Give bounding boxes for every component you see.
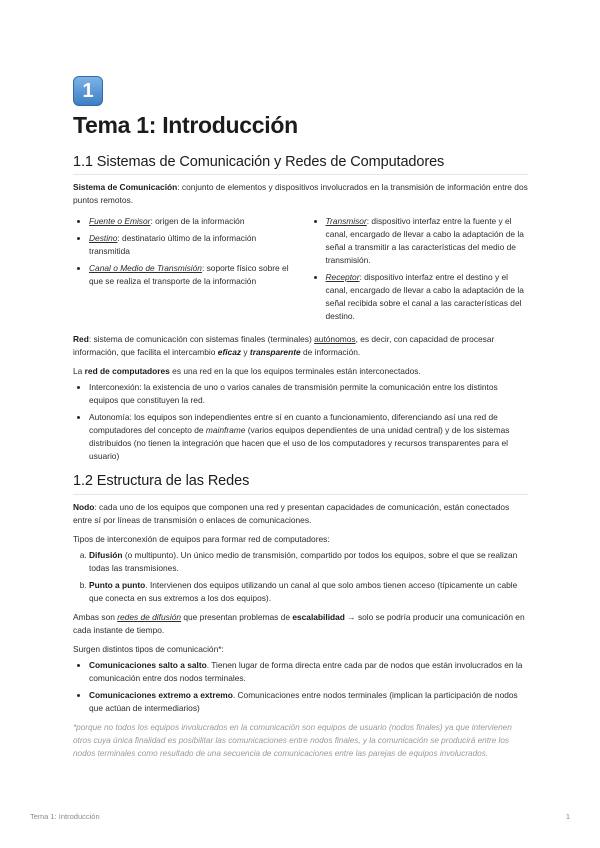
nodo-term: Nodo — [73, 502, 95, 512]
item-term: Receptor — [325, 272, 360, 282]
nodo-definition — [73, 501, 528, 527]
section-1-heading-wrap — [73, 154, 528, 175]
item-text: : destinatario último de la información transmitida — [89, 233, 257, 256]
section-1-heading: 1.1 Sistemas de Comunicación y Redes de Computadores — [73, 154, 445, 170]
red-text: de información. — [300, 347, 361, 357]
item-term: Comunicaciones extremo a extremo — [89, 690, 233, 700]
item-text: : dispositivo interfaz entre el destino y el canal, encargado de llevar a cabo la adaptación de la señal recibida sobre el canal a las características del destino. — [325, 272, 524, 321]
item-text: . Intervienen dos equipos utilizando un canal al que solo ambos tienen acceso (típicamente un cable que conecta en sus extremos a los dos equipos). — [89, 580, 518, 603]
list-item — [89, 411, 528, 463]
ambas-text: → solo se podría producir una comunicación en cada instante de tiempo. — [73, 612, 525, 635]
comm-types-list — [73, 659, 528, 715]
red-text: y — [241, 347, 250, 357]
item-text: : soporte físico sobre el que se realiza el transporte de la información — [89, 263, 289, 286]
sistema-text: : conjunto de elementos y dispositivos involucrados en la transmisión de información entre dos puntos remotos. — [73, 182, 528, 205]
item-text: : origen de la información — [150, 216, 245, 226]
item-term: Comunicaciones salto a salto — [89, 660, 207, 670]
footnote: *porque no todos los equipos involucrados en la comunicación son equipos de usuario (nodos finales) ya que intervienen otros cuya única finalidad es posibilitar las comunicaciones entre nodos finales, y la comunicación se producirá entre los nodos terminales como resultado de una secuencia de comunicaciones entre las parejas de equipos involucrados. — [73, 723, 512, 758]
list-item — [89, 262, 292, 288]
document-page — [73, 76, 528, 760]
section-2-heading-wrap — [73, 473, 528, 495]
item-term: Fuente o Emisor — [89, 216, 151, 226]
list-item — [89, 215, 292, 228]
rc-text: es una red en la que los equipos terminales están interconectados. — [169, 366, 421, 376]
list-item — [89, 549, 528, 575]
red-transparente: transparente — [249, 347, 301, 357]
interconnection-list — [73, 549, 528, 605]
right-list — [310, 215, 529, 323]
item-term: Difusión — [89, 550, 123, 560]
item-text: Interconexión: la existencia de uno o varios canales de transmisión permite la comunicación entre los distintos equipos que constituyen la red. — [89, 382, 498, 405]
sistema-term: Sistema de Comunicación — [73, 182, 178, 192]
ambas-paragraph — [73, 611, 528, 637]
red-features-list — [73, 381, 528, 463]
red-text: , es decir, con capacidad de procesar información, que facilita el intercambio — [73, 334, 495, 357]
sistema-definition — [73, 181, 528, 207]
ambas-text: que presentan problemas de — [181, 612, 293, 622]
item-term: Punto a punto — [89, 580, 146, 590]
page-number: 1 — [565, 812, 570, 821]
list-item — [326, 271, 529, 323]
red-eficaz: eficaz — [217, 347, 242, 357]
tipos-paragraph: Tipos de interconexión de equipos para formar red de computadores: — [73, 534, 330, 544]
list-item — [89, 579, 528, 605]
rc-term: red de computadores — [84, 366, 170, 376]
components-columns — [73, 212, 528, 327]
red-term: Red — [73, 334, 89, 344]
left-column — [73, 212, 292, 327]
footer-title: Tema 1: Introducción — [30, 812, 100, 821]
item-text: . Tienen lugar de forma directa entre cada par de nodos que están involucrados en la comunicación entre dos nodos terminales. — [89, 660, 523, 683]
left-list — [73, 215, 292, 288]
item-term: Transmisor — [325, 216, 367, 226]
rc-text: La — [73, 366, 85, 376]
item-text: Autonomía: los equipos son independientes entre sí en cuanto a funcionamiento, diferenciando así una red de computadores del concepto de — [89, 412, 498, 435]
item-text: (o multipunto). Un único medio de transmisión, compartido por todos los equipos, sobre el que se realizan todas las transmisiones. — [89, 550, 518, 573]
ambas-text: Ambas son — [73, 612, 118, 622]
red-computadores-paragraph — [73, 365, 528, 378]
item-em: mainframe — [205, 425, 246, 435]
number-badge-icon: 1 — [73, 76, 103, 106]
ambas-link: redes de difusión — [117, 612, 182, 622]
item-term: Destino — [89, 233, 118, 243]
surgen-paragraph: Surgen distintos tipos de comunicación*: — [73, 644, 224, 654]
list-item — [326, 215, 529, 267]
page-title: Tema 1: Introducción — [73, 112, 298, 138]
page-footer — [30, 812, 570, 821]
list-item — [89, 232, 292, 258]
section-2-heading: 1.2 Estructura de las Redes — [73, 473, 250, 489]
nodo-text: : cada uno de los equipos que componen una red y presentan capacidades de comunicación, están conectados entre sí por líneas de transmisión o enlaces de comunicaciones. — [73, 502, 510, 525]
red-text: : sistema de comunicación con sistemas finales (terminales) — [88, 334, 315, 344]
item-text: (varios equipos dependientes de una unidad central) y de los sistemas distribuidos (no tienen la integración que hacen que el uso de los computadores y recursos transparentes para el usuario) — [89, 425, 510, 461]
list-item — [89, 689, 528, 715]
red-definition — [73, 333, 528, 359]
list-item — [89, 381, 528, 407]
ambas-bold: escalabilidad — [292, 612, 345, 622]
red-autonomos: autónomos — [314, 334, 356, 344]
list-item — [89, 659, 528, 685]
item-text: : dispositivo interfaz entre la fuente y el canal, encargado de llevar a cabo la adaptación de la señal a transmitir a las características del medio de transmisión. — [325, 216, 524, 265]
item-term: Canal o Medio de Transmisión — [89, 263, 202, 273]
item-text: . Comunicaciones entre nodos terminales (implican la participación de nodos que actúan de intermediarios) — [89, 690, 518, 713]
right-column — [310, 212, 529, 327]
